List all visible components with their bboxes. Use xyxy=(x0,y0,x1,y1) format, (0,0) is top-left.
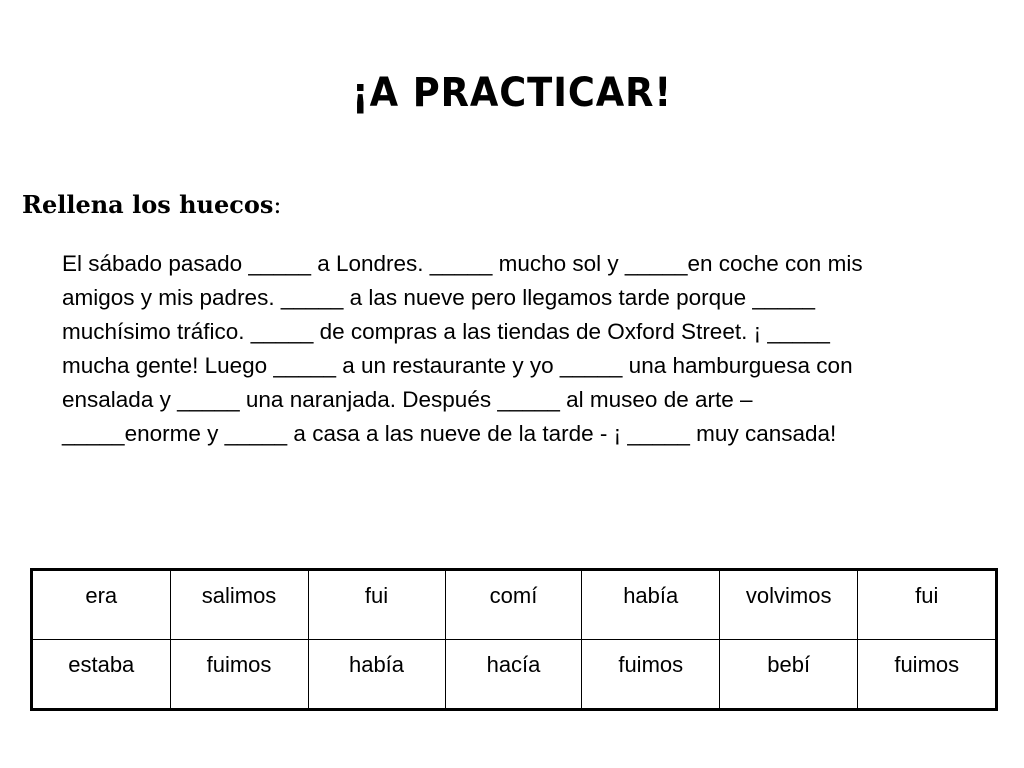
word-cell: volvimos xyxy=(719,570,857,640)
word-cell: fui xyxy=(308,570,445,640)
instruction-label: Rellena los huecos xyxy=(22,190,274,219)
table-row xyxy=(32,640,997,710)
passage xyxy=(62,247,982,451)
passage-line: ensalada y _____ una naranjada. Después _____ al museo de arte – xyxy=(62,387,753,412)
word-cell: salimos xyxy=(170,570,308,640)
table-row xyxy=(32,570,997,640)
word-cell: hacía xyxy=(445,640,582,710)
passage-line: muchísimo tráfico. _____ de compras a las tiendas de Oxford Street. ¡ _____ xyxy=(62,319,830,344)
word-bank-table xyxy=(30,568,998,711)
passage-line: amigos y mis padres. _____ a las nueve pero llegamos tarde porque _____ xyxy=(62,285,815,310)
page-title: ¡A PRACTICAR! xyxy=(351,70,673,116)
word-cell: fuimos xyxy=(858,640,997,710)
word-cell: estaba xyxy=(32,640,171,710)
instruction xyxy=(22,190,281,219)
word-cell: fui xyxy=(858,570,997,640)
word-cell: era xyxy=(32,570,171,640)
passage-line: mucha gente! Luego _____ a un restaurante y yo _____ una hamburguesa con xyxy=(62,353,853,378)
word-cell: fuimos xyxy=(170,640,308,710)
word-cell: fuimos xyxy=(582,640,719,710)
word-cell: había xyxy=(582,570,719,640)
word-cell: bebí xyxy=(719,640,857,710)
passage-line: El sábado pasado _____ a Londres. _____ mucho sol y _____en coche con mis xyxy=(62,251,863,276)
passage-line: _____enorme y _____ a casa a las nueve de la tarde - ¡ _____ muy cansada! xyxy=(62,421,837,446)
word-cell: comí xyxy=(445,570,582,640)
word-cell: había xyxy=(308,640,445,710)
instruction-colon: : xyxy=(273,191,282,219)
